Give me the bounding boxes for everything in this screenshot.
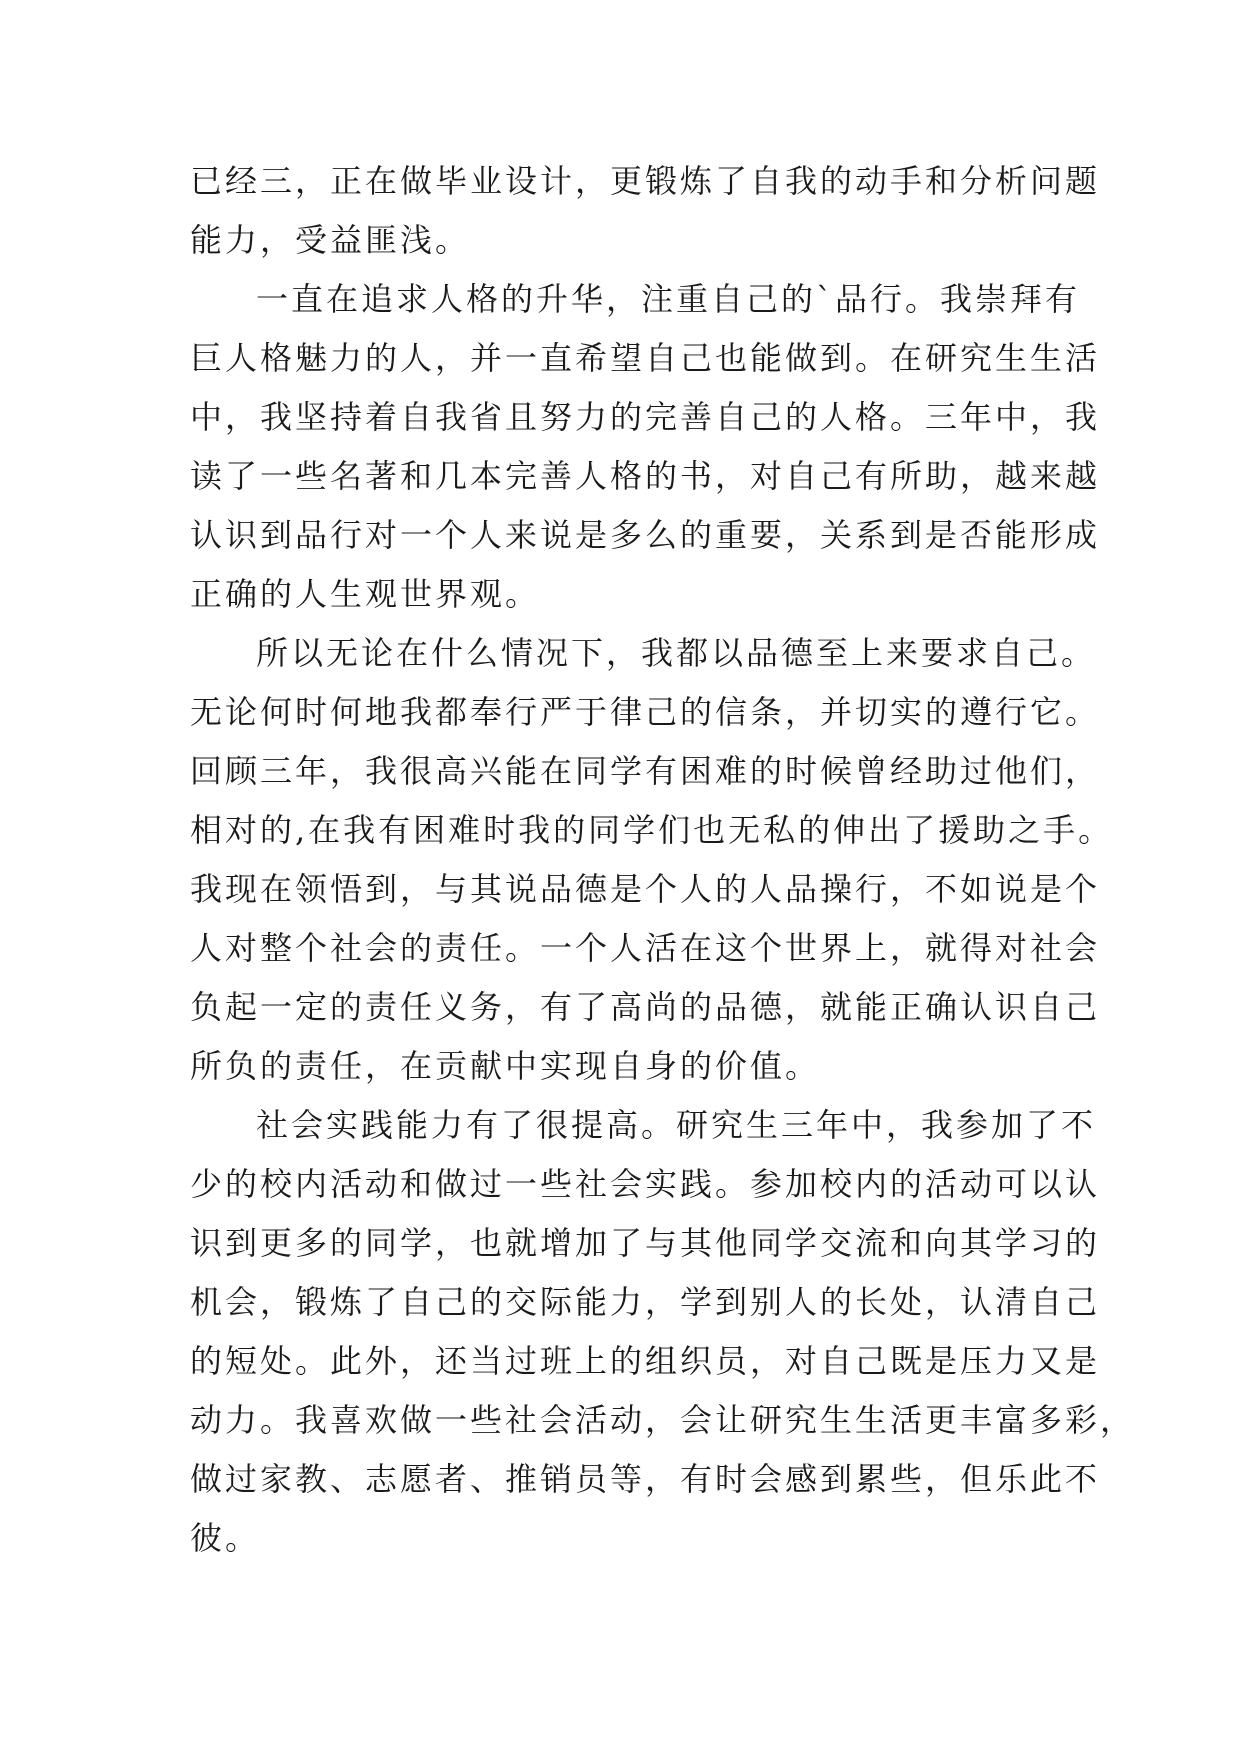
text-line: 所以无论在什么情况下，我都以品德至上来要求自己。 (256, 634, 1097, 672)
text-line: 人对整个社会的责任。一个人活在这个世界上，就得对社会 (190, 929, 1101, 967)
text-line: 已经三，正在做毕业设计，更锻炼了自我的动手和分析问题 (190, 162, 1101, 200)
text-line: 机会，锻炼了自己的交际能力，学到别人的长处，认清自己 (190, 1283, 1101, 1321)
text-line: 识到更多的同学，也就增加了与其他同学交流和向其学习的 (190, 1224, 1101, 1262)
paragraph-3 (190, 624, 1114, 1096)
text-line: 正确的人生观世界观。 (190, 575, 541, 613)
text-line: 社会实践能力有了很提高。研究生三年中，我参加了不 (256, 1106, 1097, 1144)
text-line: 负起一定的责任义务，有了高尚的品德，就能正确认识自己 (190, 988, 1101, 1026)
document-body (190, 152, 1136, 1568)
paragraph-1 (190, 152, 1101, 270)
text-line: 的短处。此外，还当过班上的组织员，对自己既是压力又是 (190, 1342, 1101, 1380)
text-line: 一直在追求人格的升华，注重自己的`品行。我崇拜有 (256, 280, 1081, 318)
text-line: 无论何时何地我都奉行严于律己的信条，并切实的遵行它。 (190, 693, 1101, 731)
text-line: 少的校内活动和做过一些社会实践。参加校内的活动可以认 (190, 1165, 1101, 1203)
text-line: 相对的,在我有困难时我的同学们也无私的伸出了援助之手。 (190, 811, 1114, 849)
text-line: 中，我坚持着自我省且努力的完善自己的人格。三年中，我 (190, 398, 1101, 436)
text-line: 彼。 (190, 1519, 261, 1557)
text-line: 认识到品行对一个人来说是多么的重要，关系到是否能形成 (190, 516, 1101, 554)
paragraph-2 (190, 270, 1101, 624)
text-line: 回顾三年，我很高兴能在同学有困难的时候曾经助过他们， (190, 752, 1101, 790)
text-line: 我现在领悟到，与其说品德是个人的人品操行，不如说是个 (190, 870, 1101, 908)
text-line: 巨人格魅力的人，并一直希望自己也能做到。在研究生生活 (190, 339, 1101, 377)
text-line: 动力。我喜欢做一些社会活动，会让研究生生活更丰富多彩， (190, 1401, 1136, 1439)
text-line: 所负的责任，在贡献中实现自身的价值。 (190, 1047, 821, 1085)
text-line: 读了一些名著和几本完善人格的书，对自己有所助，越来越 (190, 457, 1101, 495)
text-line: 能力，受益匪浅。 (190, 221, 471, 259)
text-line: 做过家教、志愿者、推销员等，有时会感到累些，但乐此不 (190, 1460, 1101, 1498)
paragraph-4 (190, 1096, 1136, 1568)
